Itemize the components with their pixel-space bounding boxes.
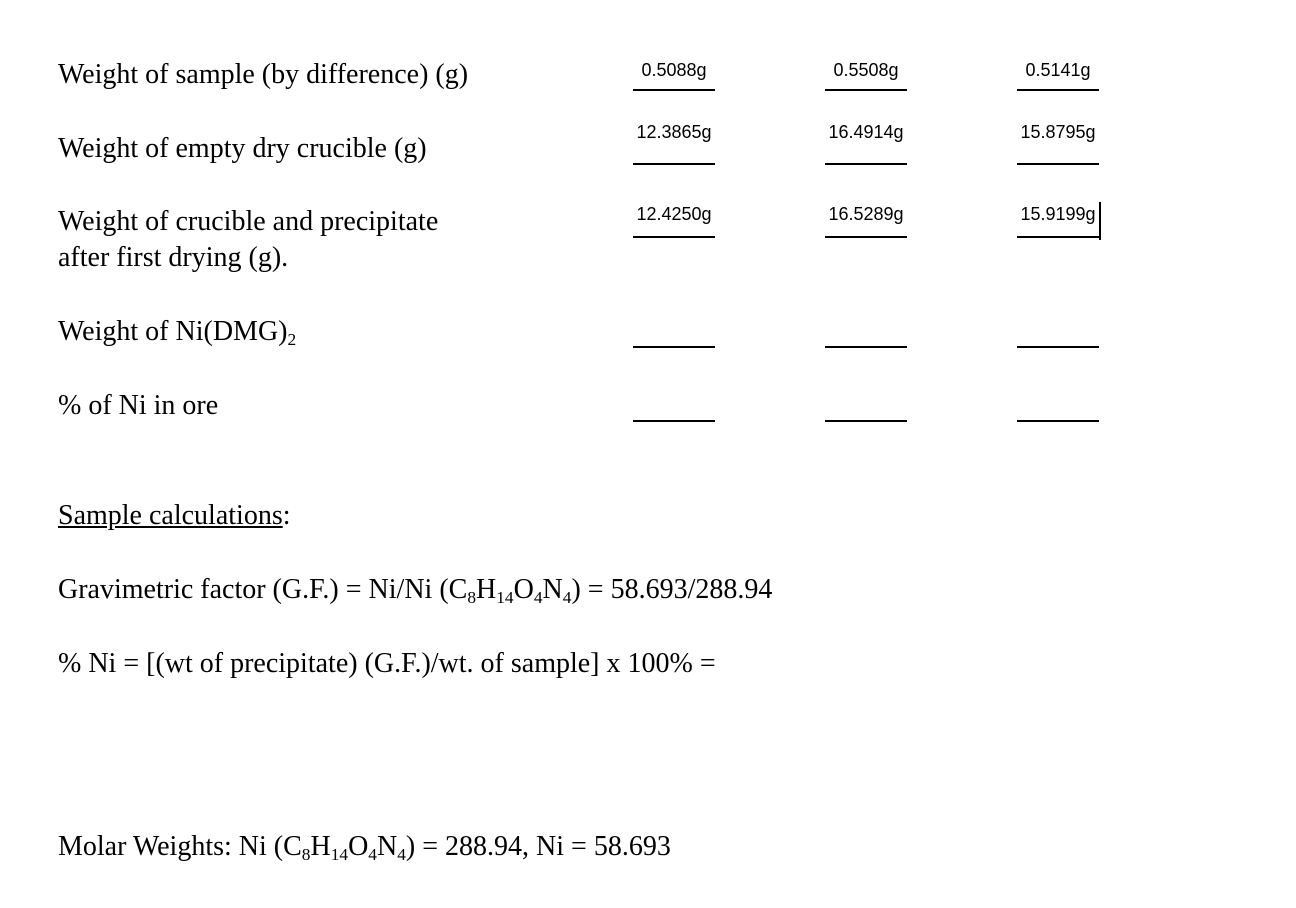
crucible-precipitate-trial-2: 16.5289g bbox=[828, 204, 904, 224]
row-label-ni-dmg-weight bbox=[58, 314, 296, 350]
crucible-precipitate-trial-1: 12.4250g bbox=[636, 204, 712, 224]
empty-crucible-trial-1: 12.3865g bbox=[636, 122, 712, 142]
blank-line bbox=[1017, 236, 1099, 238]
blank-line bbox=[1017, 163, 1099, 165]
blank-line bbox=[1017, 89, 1099, 91]
blank-line[interactable] bbox=[825, 346, 907, 348]
molar-sub: 4 bbox=[368, 844, 377, 864]
blank-line[interactable] bbox=[633, 420, 715, 422]
gf-sub: 4 bbox=[562, 587, 572, 607]
gf-text-prefix: Gravimetric factor (G.F.) = Ni/Ni (C bbox=[58, 574, 468, 605]
blank-line[interactable] bbox=[1017, 420, 1099, 422]
heading-colon: : bbox=[282, 500, 291, 531]
blank-line[interactable] bbox=[825, 420, 907, 422]
gf-text-suffix: ) = 58.693/288.94 bbox=[571, 574, 773, 605]
molar-sub: 14 bbox=[330, 844, 349, 864]
gf-sub: 14 bbox=[496, 587, 514, 607]
blank-line bbox=[633, 163, 715, 165]
sample-calculations-heading bbox=[58, 498, 291, 534]
row-label-empty-crucible: Weight of empty dry crucible (g) bbox=[58, 133, 427, 164]
row-label-crucible-precipitate-line2: after first drying (g). bbox=[58, 242, 289, 273]
sample-weight-trial-1: 0.5088g bbox=[641, 60, 707, 80]
blank-line[interactable] bbox=[1017, 346, 1099, 348]
blank-line[interactable] bbox=[633, 346, 715, 348]
molar-text-prefix: Molar Weights: Ni (C bbox=[58, 831, 302, 862]
ni-dmg-label-text: Weight of Ni(DMG) bbox=[58, 316, 288, 347]
blank-line bbox=[633, 236, 715, 238]
gf-element: H bbox=[476, 574, 497, 605]
row-label-percent-ni: % of Ni in ore bbox=[58, 390, 219, 421]
gf-sub: 4 bbox=[533, 587, 543, 607]
molar-sub: 4 bbox=[397, 844, 406, 864]
molar-weights-line bbox=[58, 829, 671, 865]
gf-sub: 8 bbox=[467, 587, 477, 607]
empty-crucible-trial-2: 16.4914g bbox=[828, 122, 904, 142]
molar-sub: 8 bbox=[301, 844, 311, 864]
blank-line bbox=[825, 163, 907, 165]
text-cursor bbox=[1099, 202, 1101, 240]
ni-dmg-subscript: 2 bbox=[287, 329, 297, 349]
row-label-sample-weight: Weight of sample (by difference) (g) bbox=[58, 59, 469, 90]
molar-element: H bbox=[310, 831, 331, 862]
row-label-crucible-precipitate-line1: Weight of crucible and precipitate bbox=[58, 206, 439, 237]
sample-calculations-heading-text: Sample calculations bbox=[58, 500, 283, 531]
gf-element: O bbox=[513, 574, 534, 605]
sample-weight-trial-2: 0.5508g bbox=[833, 60, 899, 80]
gf-element: N bbox=[542, 574, 563, 605]
percent-ni-formula: % Ni = [(wt of precipitate) (G.F.)/wt. of sample] x 100% = bbox=[58, 648, 716, 679]
sample-weight-trial-3: 0.5141g bbox=[1025, 60, 1091, 80]
blank-line bbox=[825, 236, 907, 238]
blank-line bbox=[633, 89, 715, 91]
blank-line bbox=[825, 89, 907, 91]
molar-element: O bbox=[348, 831, 369, 862]
empty-crucible-trial-3: 15.8795g bbox=[1020, 122, 1096, 142]
crucible-precipitate-trial-3[interactable]: 15.9199g bbox=[1020, 204, 1096, 224]
molar-text-suffix: ) = 288.94, Ni = 58.693 bbox=[405, 831, 671, 862]
gravimetric-factor-line bbox=[58, 572, 772, 608]
molar-element: N bbox=[376, 831, 398, 862]
